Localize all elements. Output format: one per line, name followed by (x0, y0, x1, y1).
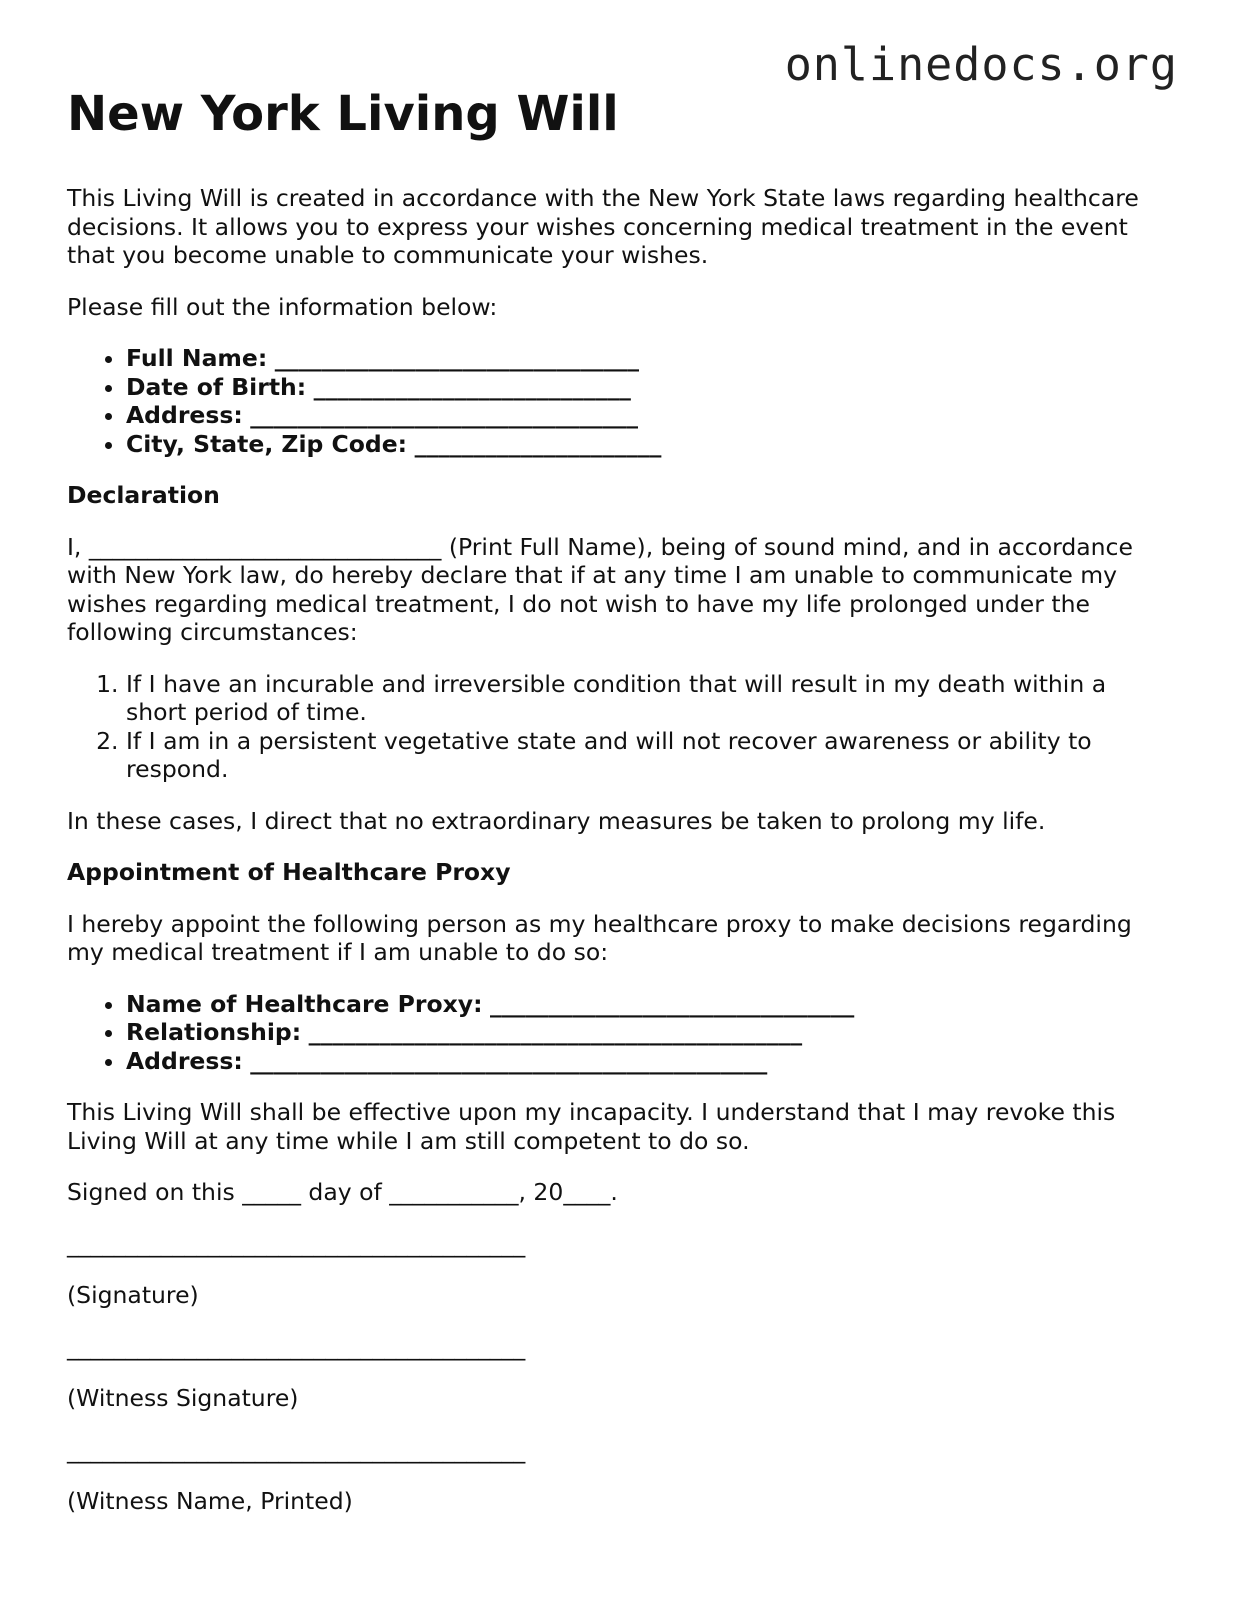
declaration-heading: Declaration (67, 481, 220, 509)
address-field[interactable] (126, 401, 1167, 430)
witness-signature-line[interactable]: _______________________________________ (67, 1332, 526, 1361)
field-blank: ___________________________ (313, 372, 631, 401)
document-title: New York Living Will (67, 86, 619, 142)
watermark: onlinedocs.org (784, 38, 1178, 91)
proxy-heading: Appointment of Healthcare Proxy (67, 858, 511, 886)
field-blank: _______________________________ (274, 344, 639, 372)
field-blank: ____________________________________________ (250, 1046, 768, 1075)
document-page (67, 84, 1167, 1539)
field-label: City, State, Zip Code: (126, 429, 408, 458)
witness-signature-label: (Witness Signature) (67, 1384, 299, 1412)
field-label: Name of Healthcare Proxy: (126, 989, 483, 1018)
signed-on-line[interactable]: Signed on this _____ day of ___________, 20____. (67, 1178, 618, 1206)
proxy-text: I hereby appoint the following person as my healthcare proxy to make decisions regarding my medical treatment if I am unable to do so: (67, 909, 1132, 966)
full-name-field[interactable] (126, 344, 1167, 373)
proxy-relationship-field[interactable] (126, 1018, 1167, 1047)
personal-info-list (67, 344, 1167, 458)
date-of-birth-field[interactable] (126, 373, 1167, 402)
field-blank: __________________________________________ (308, 1018, 803, 1046)
witness-name-label: (Witness Name, Printed) (67, 1487, 353, 1515)
condition-item: 1. If I have an incurable and irreversible condition that will result in my death within a short period of time. (126, 670, 1167, 727)
field-blank: _____________________ (414, 429, 662, 458)
field-label: Full Name: (126, 344, 268, 372)
field-label: Date of Birth: (126, 372, 307, 401)
signature-label: (Signature) (67, 1281, 199, 1309)
condition-item: 2. If I am in a persistent vegetative state and will not recover awareness or ability to respond. (126, 727, 1167, 784)
effective-text: This Living Will shall be effective upon my incapacity. I understand that I may revoke this Living Will at any time while I am still competent to do so. (67, 1098, 1116, 1155)
directive-text: In these cases, I direct that no extraordinary measures be taken to prolong my life. (67, 806, 1046, 835)
city-state-zip-field[interactable] (126, 430, 1167, 459)
signature-line[interactable]: _______________________________________ (67, 1229, 526, 1258)
field-blank: _______________________________ (489, 989, 855, 1018)
proxy-info-list (67, 990, 1167, 1076)
proxy-name-field[interactable] (126, 990, 1167, 1019)
declaration-text: I, ______________________________ (Print Full Name), being of sound mind, and in accordance with New York law, do hereby declare that if at any time I am unable to communicate my wishes regarding medical treatment, I do not wish to have my life prolonged under the following circumstances: (67, 532, 1133, 646)
field-label: Relationship: (126, 1018, 302, 1046)
instruction-text: Please fill out the information below: (67, 292, 498, 321)
proxy-address-field[interactable] (126, 1047, 1167, 1076)
field-label: Address: (126, 401, 243, 429)
conditions-list (67, 670, 1167, 784)
witness-name-line[interactable]: _______________________________________ (67, 1435, 526, 1464)
intro-paragraph: This Living Will is created in accordance with the New York State laws regarding healthcare decisions. It allows you to express your wishes concerning medical treatment in the event that you become unable to communicate your wishes. (67, 184, 1139, 269)
field-blank: _________________________________ (250, 401, 638, 429)
field-label: Address: (126, 1046, 243, 1075)
